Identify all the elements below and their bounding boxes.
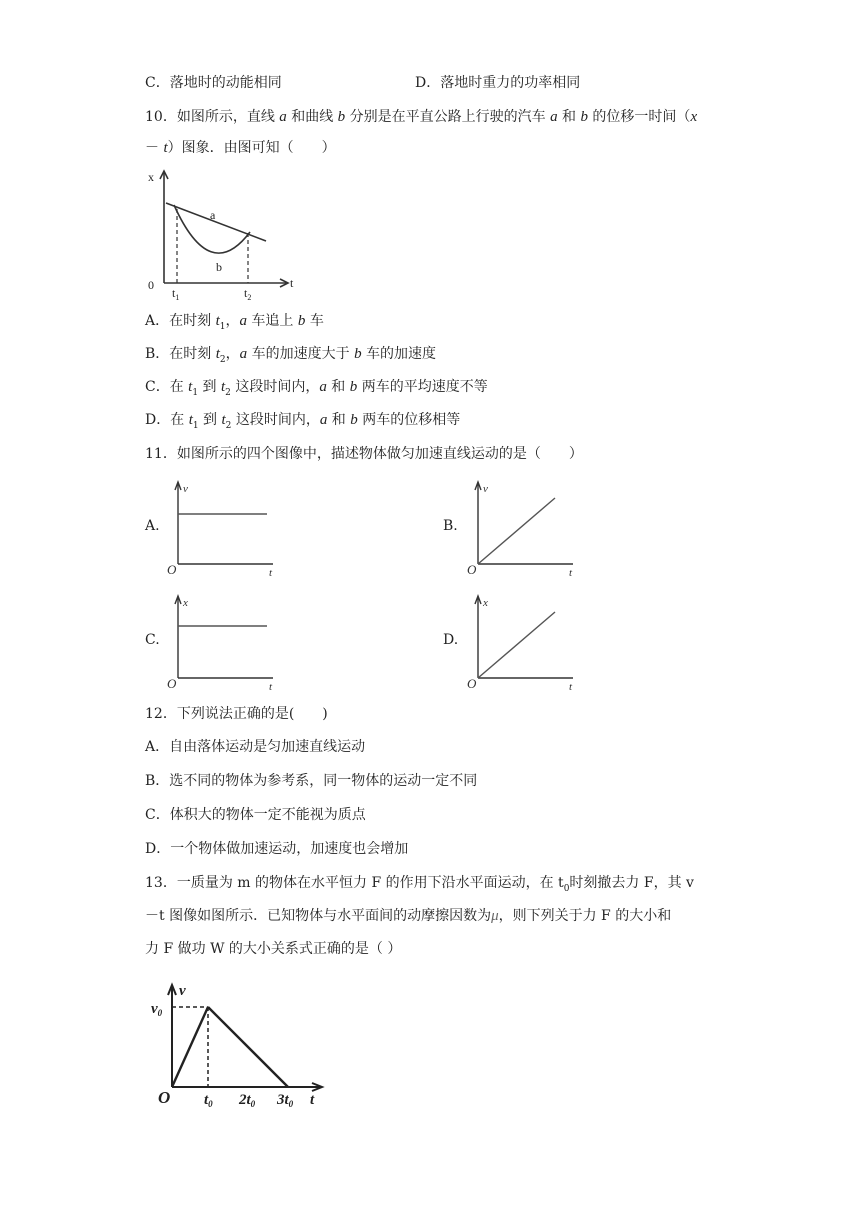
t-axis-label: t (569, 567, 573, 579)
q13-stem-line2: －t 图像如图所示．已知物体与水平面间的动摩擦因数为μ，则下列关于力 F 的大小和 (145, 908, 672, 924)
origin-label: O (158, 1088, 171, 1107)
q10-stem-line2: － t）图象．由图可知（ ） (145, 140, 336, 156)
origin-label: O (467, 676, 477, 691)
q11-graph-c (165, 592, 280, 692)
origin-label: 0 (148, 278, 154, 292)
origin-label: O (167, 562, 177, 577)
origin-label: O (167, 676, 177, 691)
t1-label: $t_1$ (172, 286, 180, 302)
q12-option-d: D．一个物体做加速运动，加速度也会增加 (145, 841, 409, 857)
v-axis-label: v (483, 483, 488, 495)
t-axis-label: t (290, 276, 294, 290)
sloped-line (478, 612, 555, 678)
v-axis-label: v (183, 483, 188, 495)
origin-label: O (467, 562, 477, 577)
decel-segment (208, 1007, 288, 1087)
v-axis-label: v (179, 983, 186, 999)
x-axis-label: x (183, 597, 188, 609)
t-axis-label: t (310, 1092, 315, 1108)
q12-option-c: C．体积大的物体一定不能视为质点 (145, 807, 366, 823)
q12-option-a: A．自由落体运动是匀加速直线运动 (145, 739, 366, 755)
curve-b-label: b (216, 260, 222, 274)
q11-graph-d (465, 592, 580, 692)
q13-vt-graph (145, 975, 330, 1110)
x-axis-label: x (148, 170, 154, 184)
q12-stem: 12．下列说法正确的是( ) (145, 706, 328, 722)
q11-graph-b (465, 478, 580, 578)
q10-option-c: C．在 $t_1$ 到 $t_2$ 这段时间内，a 和 b 两车的平均速度不等 (145, 379, 488, 398)
2t0-label: $2t_0$ (239, 1092, 256, 1109)
t-axis-label: t (269, 681, 273, 693)
q9-option-c: C．落地时的动能相同 (145, 75, 282, 91)
q11-option-d-label: D. (443, 632, 459, 648)
sloped-line (478, 498, 555, 564)
accel-segment (172, 1007, 208, 1087)
q11-graph-a (165, 478, 280, 578)
q10-option-b: B．在时刻 $t_2$，a 车的加速度大于 b 车的加速度 (145, 346, 437, 365)
v0-label: $v_0$ (151, 1001, 163, 1018)
q13-stem-line3: 力 F 做功 W 的大小关系式正确的是（ ） (145, 941, 402, 957)
line-a-label: a (210, 208, 216, 222)
q11-stem: 11．如图所示的四个图像中，描述物体做匀加速直线运动的是（ ） (145, 446, 583, 462)
q10-option-d: D．在 $t_1$ 到 $t_2$ 这段时间内，a 和 b 两车的位移相等 (145, 412, 461, 431)
q11-option-a-label: A. (145, 518, 160, 534)
q10-xt-graph (140, 165, 300, 300)
q13-stem-line1: 13．一质量为 m 的物体在水平恒力 F 的作用下沿水平面运动，在 $t_0$时刻撤去力 F，其 v (145, 875, 694, 894)
q11-option-b-label: B. (443, 518, 458, 534)
t0-label: $t_0$ (204, 1092, 213, 1109)
x-axis-label: x (483, 597, 488, 609)
q11-option-c-label: C. (145, 632, 160, 648)
q12-option-b: B．选不同的物体为参考系，同一物体的运动一定不同 (145, 773, 478, 789)
q10-stem-line1: 10．如图所示，直线 a 和曲线 b 分别是在平直公路上行驶的汽车 a 和 b 的位移一时间（x (145, 109, 698, 125)
line-a (166, 203, 266, 241)
q9-option-d: D．落地时重力的功率相同 (415, 75, 581, 91)
mu-symbol: μ (491, 908, 499, 924)
q10-option-a: A．在时刻 $t_1$，a 车追上 b 车 (145, 313, 324, 332)
t-axis-label: t (269, 567, 273, 579)
t-axis-label: t (569, 681, 573, 693)
3t0-label: $3t_0$ (277, 1092, 294, 1109)
t2-label: $t_2$ (244, 286, 252, 302)
